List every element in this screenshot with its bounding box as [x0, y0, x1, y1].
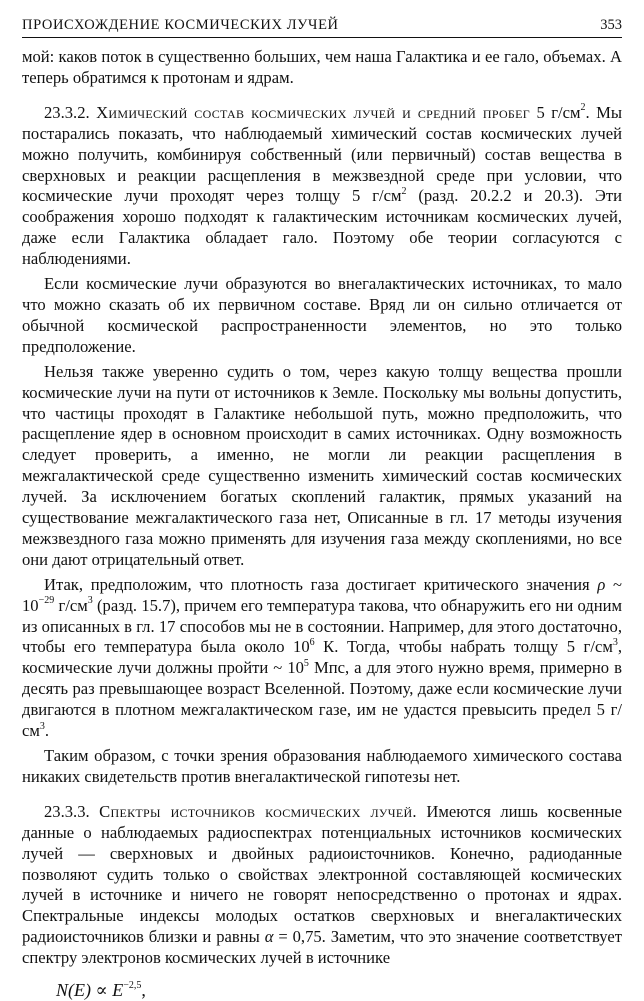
section-title: Спектры источников космических лучей.	[99, 801, 417, 821]
running-head	[22, 16, 622, 38]
section-number: 23.3.3.	[44, 801, 90, 821]
paragraph-gas-density: Итак, предположим, что плотность газа достигает критического значения ρ ~ $10^{-29}$ $г/см^3$ (разд. 15.7), причем его температура такова, что обнаружить его ни одним из описанных в гл. 17 способов мы не в состоянии. Например, для этого достаточно, чтобы его температура была около $10^6$ К. Тогда, чтобы набрать толщу 5 $г/см^3$, космические лучи должны пройти ~ $10^5$ Мпс, а для этого нужно время, примерно в десять раз превышающее возраст Вселенной. Поэтому, даже если космические лучи двигаются в плотном межгалактическом газе, им не удастся превысить предел 5 $г/см^3$.	[22, 574, 623, 741]
running-title: ПРОИСХОЖДЕНИЕ КОСМИЧЕСКИХ ЛУЧЕЙ	[22, 17, 339, 33]
section-23-3-3: 23.3.3. Спектры источников космических лучей. Имеются лишь косвенные данные о наблюдаемых радиоспектрах потенциальных источников космических лучей — сверхновых и двойных радиоисточников. Конечно, радиоданные позволяют судить только о свойствах электронной составляющей космических лучей в источнике и ничего не говорят непосредственно о протонах и ядрах. Спектральные индексы молодых остатков сверхновых и внегалактических радиоисточников близки и равны α = 0,75. Заметим, что это значение соответствует спектру электронов космических лучей в источнике	[22, 801, 623, 968]
page	[22, 16, 622, 1001]
paragraph-extragalactic-sources: Если космические лучи образуются во внегалактических источниках, то мало что можно сказать об их первичном составе. Вряд ли он сильно отличается от обычной космической распространенности элементов, но это только предположение.	[22, 274, 622, 356]
section-23-3-2: 23.3.2. Химический состав космических лучей и средний пробег 5 $г/см^2$. Мы постарались показать, что наблюдаемый химический состав космических лучей можно получить, комбинируя собственный (или первичный) состав вещества в сверхновых и реакции расщепления в межзвездной среде при условии, что космические лучи проходят через толщу 5 $г/см^2$ (разд. 20.2.2 и 20.3). Эти соображения хорошо подходят к галактическим источникам космических лучей, даже если Галактика обладает гало. Поэтому обе теории согласуются с наблюдениями.	[22, 102, 622, 269]
paragraph-continuation: мой: каков поток в существенно больших, чем наша Галактика и ее гало, объемах. А теперь обратимся к протонам и ядрам.	[22, 47, 622, 87]
paragraph-conclusion: Таким образом, с точки зрения образования наблюдаемого химического состава никаких свидетельств против внегалактической гипотезы нет.	[22, 746, 622, 786]
section-number: 23.3.2.	[44, 102, 90, 122]
paragraph-path-thickness: Нельзя также уверенно судить о том, через какую толщу вещества прошли космические лучи на пути от источников к Земле. Поскольку мы вольны допустить, что частицы проходят в Галактике небольшой путь, можно предположить, что расщепление ядер в основном происходит в самих источниках. Одну возможность следует проверить, а именно, не могли ли реакции расщепления в межгалактической среде существенно изменить химический состав космических лучей. За исключением богатых скоплений галактик, прямых указаний на существование межгалактического газа нет, Описанные в гл. 17 методы изучения межзвездного газа можно применять для изучения газа между скоплениями, но все они дают отрицательный ответ.	[22, 361, 622, 569]
page-number: 353	[600, 17, 622, 33]
section-title: Химический состав космических лучей и средний пробег	[96, 102, 530, 122]
formula-spectrum: $N(E) \propto E^{-2,5}$,	[56, 980, 146, 1001]
page-content	[22, 47, 622, 1001]
